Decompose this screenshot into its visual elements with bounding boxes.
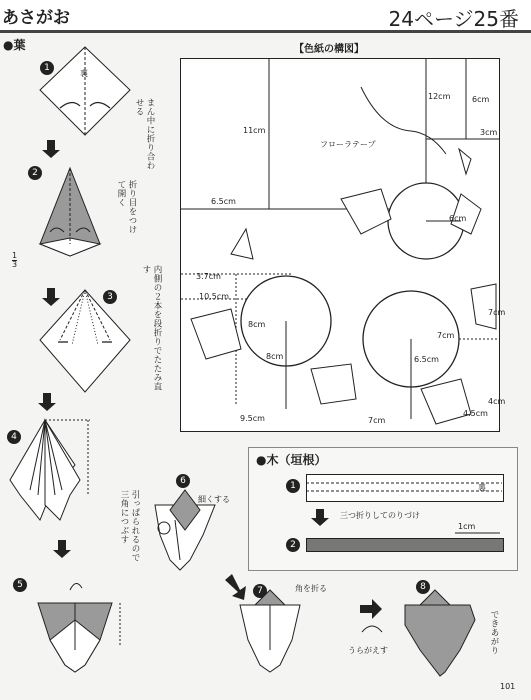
measure-label: 6cm xyxy=(449,214,467,223)
fence-strip-2 xyxy=(306,538,504,552)
measure-label: 3cm xyxy=(480,128,498,137)
step-4-marker: 4 xyxy=(7,430,21,444)
fence-step-1-marker: 1 xyxy=(286,479,300,493)
step-1-note: まん中に折り合わせる xyxy=(134,98,155,170)
fence-step-2-marker: 2 xyxy=(286,538,300,552)
measure-label: 4cm xyxy=(488,397,506,406)
step-3-marker: 3 xyxy=(103,290,117,304)
page-number: 101 xyxy=(500,682,516,691)
fence-back-label: 裏 xyxy=(478,483,486,492)
flip-note: うらがえす xyxy=(348,646,388,655)
fence-section-heading: ●木（垣根） xyxy=(256,453,327,467)
measure-label: 9.5cm xyxy=(240,414,265,423)
measure-label: 7cm xyxy=(488,308,506,317)
measure-label: 6.5cm xyxy=(414,355,439,364)
measure-label: 11cm xyxy=(243,126,266,135)
measure-label: 12cm xyxy=(428,92,451,101)
measure-label: 8cm xyxy=(266,352,284,361)
measure-label: 10.5cm xyxy=(199,292,230,301)
fraction-label: 1 3 xyxy=(12,251,18,269)
measure-label: 7cm xyxy=(437,331,455,340)
composition-title: 【色紙の構図】 xyxy=(294,44,364,55)
measure-label: 4.5cm xyxy=(463,409,488,418)
page-reference: 24ページ25番 xyxy=(388,7,519,31)
step-2-note: 折り目をつけて開く xyxy=(116,180,137,234)
step-3-note: 内側の２本を段折りでたたみ直す xyxy=(141,265,162,391)
fence-note: 三つ折りしてのりづけ xyxy=(340,511,420,520)
page-title: あさがお xyxy=(2,8,70,28)
step-7-marker: 7 xyxy=(253,584,267,598)
step-8-marker: 8 xyxy=(416,580,430,594)
step-2-marker: 2 xyxy=(28,166,42,180)
done-note: できあがり xyxy=(489,610,499,655)
measure-label: 8cm xyxy=(248,320,266,329)
step-6-note-a: 細くする xyxy=(198,495,230,504)
floral-tape-label: フローラテープ xyxy=(320,140,376,149)
measure-label: 6cm xyxy=(472,95,490,104)
step-6-marker: 6 xyxy=(176,474,190,488)
leaf-section-heading: ●葉 xyxy=(3,38,26,52)
measure-label: 3.7cm xyxy=(196,272,221,281)
step-5-marker: 5 xyxy=(13,578,27,592)
step-7-note: 角を折る xyxy=(295,584,327,593)
measure-label: 7cm xyxy=(368,416,386,425)
back-label: 裏 xyxy=(80,69,88,78)
fence-measure: 1cm xyxy=(458,522,476,531)
step-1-marker: 1 xyxy=(40,61,54,75)
step-6-note-b: 引っぱられるので三角につぶす xyxy=(119,490,140,562)
measure-label: 6.5cm xyxy=(211,197,236,206)
